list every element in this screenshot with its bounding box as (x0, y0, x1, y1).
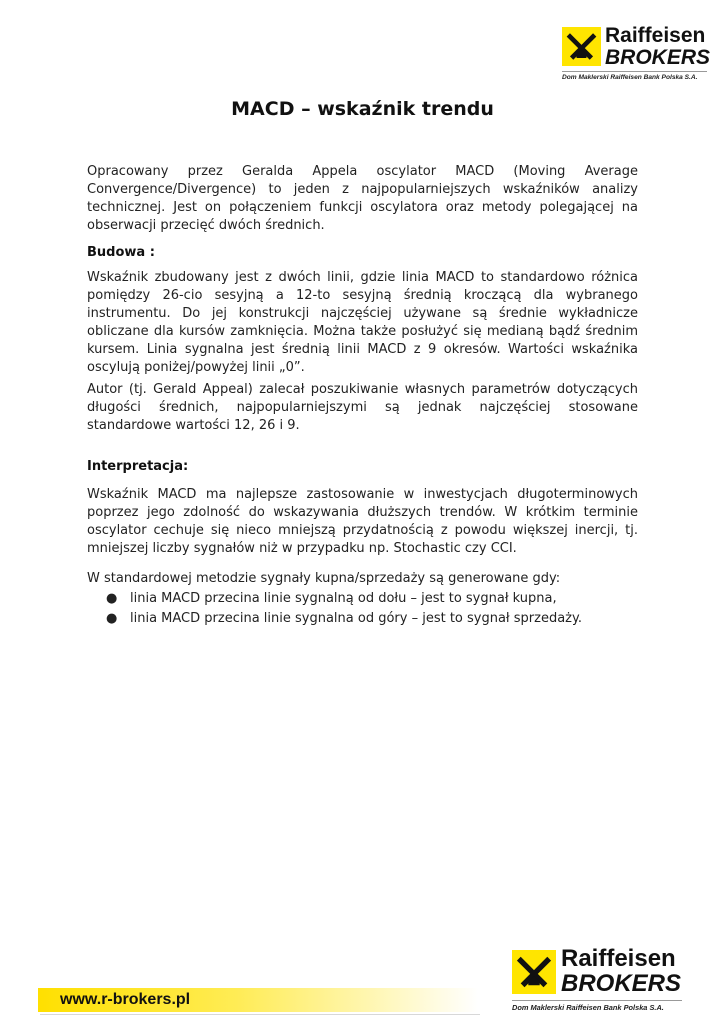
section-heading-interpretacja: Interpretacja: (87, 459, 189, 474)
raiffeisen-gable-cross-icon (562, 27, 601, 66)
raiffeisen-gable-cross-icon (512, 950, 556, 994)
document-title: MACD – wskaźnik trendu (231, 98, 494, 120)
footer-website-link[interactable]: www.r-brokers.pl (60, 991, 191, 1008)
interpretacja-paragraph-2: W standardowej metodzie sygnały kupna/sprzedaży są generowane gdy: (87, 571, 561, 586)
brand-name-line1: Raiffeisen (605, 24, 706, 47)
interpretacja-paragraph-1: Wskaźnik MACD ma najlepsze zastosowanie w inwestycjach długoterminowych poprzez jego zdolność do wskazywania dłuższych trendów. W krótkim terminie oscylator cechuje się nieco mniejszą przydatnością z powodu większej inercji, tj. mniejszej liczby sygnałów niż w przypadku np. Stochastic czy CCI. (87, 487, 638, 556)
section-heading-budowa: Budowa : (87, 245, 155, 260)
bullet-text: linia MACD przecina linie sygnalną od dołu – jest to sygnał kupna, (130, 591, 557, 606)
brand-name-line2: BROKERS (561, 970, 682, 997)
brand-logo-bottom (512, 947, 682, 1012)
bullet-dot-icon: ● (106, 591, 118, 606)
brand-name-line1: Raiffeisen (561, 945, 676, 972)
budowa-paragraph-1: Wskaźnik zbudowany jest z dwóch linii, gdzie linia MACD to standardowo różnica pomiędzy 26-cio sesyjną a 12-to sesyjną średnią kroczącą dla wybranego instrumentu. Do jej konstrukcji najczęściej używane są średnie wykładnicze obliczane dla kursów zamknięcia. Można także posłużyć się medianą bądź średnim kursem. Linia sygnalna jest średnią linii MACD z 9 okresów. Wartości wskaźnika oscylują poniżej/powyżej linii „0”. (87, 270, 638, 375)
intro-paragraph: Opracowany przez Geralda Appela oscylator MACD (Moving Average Convergence/Divergence) to jeden z najpopularniejszych wskaźników analizy technicznej. Jest on połączeniem funkcji oscylatora oraz metody polegającej na obserwacji przecięć dwóch średnich. (87, 164, 638, 233)
brand-logo-top (562, 25, 710, 81)
brand-name-line2: BROKERS (605, 46, 711, 69)
signal-bullet-list (106, 589, 626, 629)
brand-subtitle: Dom Maklerski Raiffeisen Bank Polska S.A. (512, 1000, 682, 1012)
budowa-paragraph-2: Autor (tj. Gerald Appeal) zalecał poszukiwanie własnych parametrów dotyczących długości średnich, najpopularniejszymi są jednak najczęściej stosowane standardowe wartości 12, 26 i 9. (87, 382, 638, 433)
bullet-text: linia MACD przecina linie sygnalna od góry – jest to sygnał sprzedaży. (130, 611, 582, 626)
bullet-dot-icon: ● (106, 611, 118, 626)
footer-divider (40, 1014, 480, 1015)
list-item (106, 589, 626, 609)
list-item (106, 609, 626, 629)
brand-subtitle: Dom Maklerski Raiffeisen Bank Polska S.A. (562, 71, 707, 81)
